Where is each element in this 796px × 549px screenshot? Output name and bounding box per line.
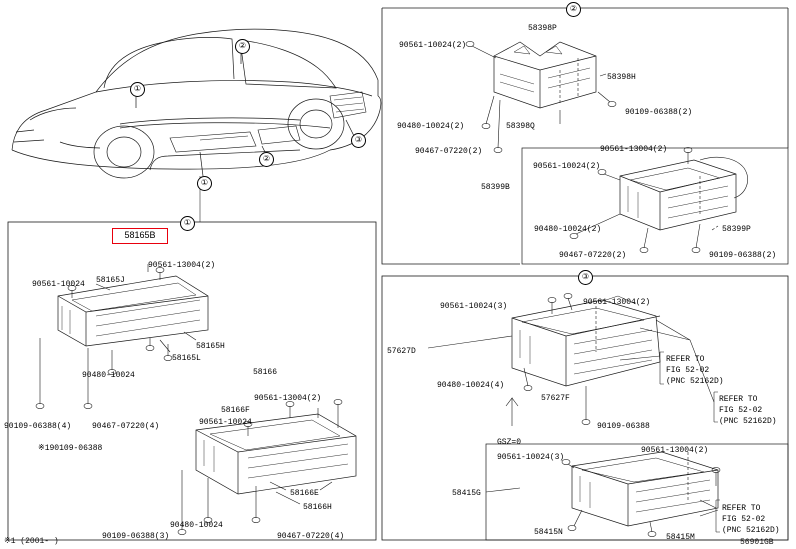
label-90561-13004-2-a: 90561-13004(2) xyxy=(600,145,668,154)
label-90467-07220-4-a: 90467-07220(4) xyxy=(92,422,160,431)
label-fig-52-02-2: FIG 52-02 xyxy=(719,406,763,415)
label-refer-to-1: REFER TO xyxy=(666,355,705,364)
label-57627d: 57627D xyxy=(387,347,416,356)
section-2-number: ② xyxy=(566,2,581,17)
label-58399b: 58399B xyxy=(481,183,510,192)
label-58398h: 58398H xyxy=(607,73,636,82)
label-58165l: 58165L xyxy=(172,354,201,363)
label-fig-52-02-1: FIG 52-02 xyxy=(666,366,710,375)
label-90467-07220-2-a: 90467-07220(2) xyxy=(415,147,483,156)
label-90467-07220-4-b: 90467-07220(4) xyxy=(277,532,345,541)
label-90109-06388-2-a: 90109-06388(2) xyxy=(625,108,693,117)
part-58399 xyxy=(620,157,748,230)
label-pnc-52162d-3: (PNC 52162D) xyxy=(722,526,780,535)
highlight-part-58165b[interactable]: 58165B xyxy=(112,228,168,244)
label-90480-10024-2-a: 90480-10024(2) xyxy=(397,122,465,131)
label-58166h: 58166H xyxy=(303,503,332,512)
label-90109-06388-2-b: 90109-06388(2) xyxy=(709,251,777,260)
vehicle-illustration xyxy=(12,29,381,178)
part-57627 xyxy=(512,296,660,386)
label-90467-07220-2-b: 90467-07220(2) xyxy=(559,251,627,260)
label-58398p: 58398P xyxy=(528,24,557,33)
label-58166f: 58166F xyxy=(221,406,250,415)
label-58166e: 58166E xyxy=(290,489,319,498)
label-refer-to-3: REFER TO xyxy=(722,504,761,513)
label-90561-10024-2-b: 90561-10024(2) xyxy=(533,162,601,171)
label-pnc-52162d-2: (PNC 52162D) xyxy=(719,417,777,426)
diagram-code: 56901GB xyxy=(740,538,774,547)
part-58398 xyxy=(494,42,596,108)
label-90561-10024-3-a: 90561-10024(3) xyxy=(440,302,508,311)
label-gsz: GSZ=0 xyxy=(497,438,522,447)
label-58415m: 58415M xyxy=(666,533,695,542)
label-90480-10024-a: 90480-10024 xyxy=(82,371,135,380)
label-refer-to-2: REFER TO xyxy=(719,395,758,404)
label-57627f: 57627F xyxy=(541,394,570,403)
label-90480-10024-b: 90480-10024 xyxy=(170,521,223,530)
callout-2-front: ② xyxy=(235,39,250,54)
label-fig-52-02-3: FIG 52-02 xyxy=(722,515,766,524)
label-58415n: 58415N xyxy=(534,528,563,537)
label-90561-10024-b: 90561-10024 xyxy=(199,418,252,427)
label-58415g: 58415G xyxy=(452,489,481,498)
part-58415 xyxy=(572,452,718,526)
label-58399p: 58399P xyxy=(722,225,751,234)
label-90561-10024-2-a: 90561-10024(2) xyxy=(399,41,467,50)
label-58165j: 58165J xyxy=(96,276,125,285)
label-90480-10024-4: 90480-10024(4) xyxy=(437,381,505,390)
label-90561-13004-2-d: 90561-13004(2) xyxy=(583,298,651,307)
label-58166: 58166 xyxy=(253,368,278,377)
label-pnc-52162d-1: (PNC 52162D) xyxy=(666,377,724,386)
section-3-number: ③ xyxy=(578,270,593,285)
callout-1-rear: ① xyxy=(197,176,212,191)
label-58165h: 58165H xyxy=(196,342,225,351)
label-90561-13004-2-b: 90561-13004(2) xyxy=(148,261,216,270)
label-90561-10024-3-b: 90561-10024(3) xyxy=(497,453,565,462)
callout-2-rear: ② xyxy=(259,152,274,167)
label-90109-06388-4: 90109-06388(4) xyxy=(4,422,72,431)
label-note-90109-06388: ※190109-06388 xyxy=(38,444,103,453)
label-90109-06388-3: 90109-06388(3) xyxy=(102,532,170,541)
callout-1-front: ① xyxy=(130,82,145,97)
footer-note: ※1 (2001- ) xyxy=(4,537,59,546)
label-90561-13004-2-e: 90561-13004(2) xyxy=(641,446,709,455)
label-90561-10024-a: 90561-10024 xyxy=(32,280,85,289)
callout-3: ③ xyxy=(351,133,366,148)
label-58398q: 58398Q xyxy=(506,122,535,131)
section-1-number: ① xyxy=(180,216,195,231)
label-90109-06388-c: 90109-06388 xyxy=(597,422,650,431)
label-90480-10024-2-b: 90480-10024(2) xyxy=(534,225,602,234)
label-90561-13004-2-c: 90561-13004(2) xyxy=(254,394,322,403)
